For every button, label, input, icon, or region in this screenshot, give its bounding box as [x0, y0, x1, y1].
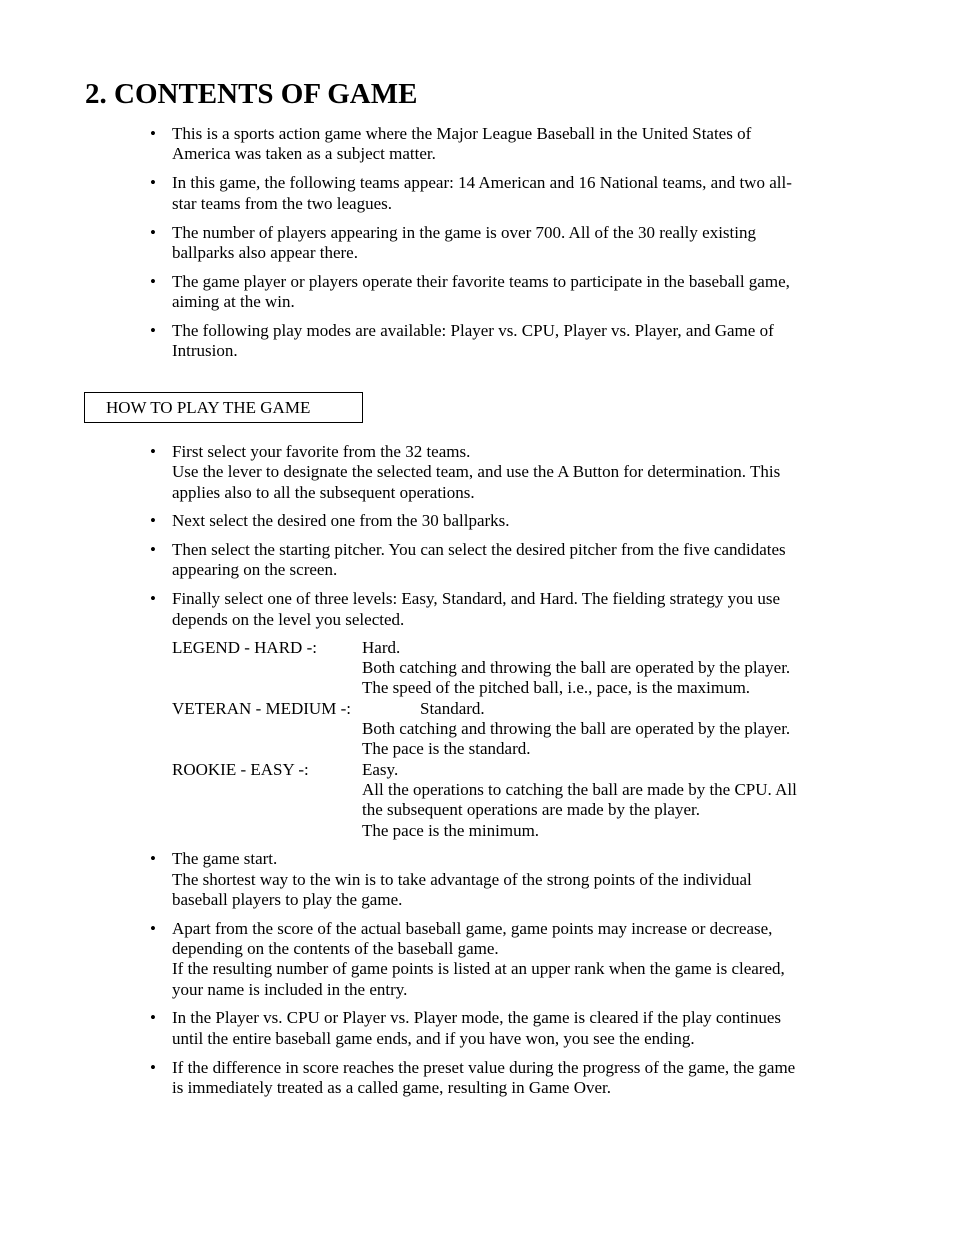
how-to-play-list — [150, 442, 800, 1107]
step-game-points-detail: If the resulting number of game points is listed at an upper rank when the game is cleared, your name is included in the entry. — [172, 959, 785, 999]
level-description: Both catching and throwing the ball are operated by the player. The pace is the standard. — [362, 719, 791, 759]
level-label: LEGEND - HARD -: — [172, 637, 317, 657]
list-item — [150, 1058, 800, 1099]
step-called-game: If the difference in score reaches the preset value during the progress of the game, the game is immediately treated as a called game, resulting in Game Over. — [172, 1057, 796, 1097]
step-clear-condition: In the Player vs. CPU or Player vs. Player mode, the game is cleared if the play continues until the entire baseball game ends, and if you have won, you see the ending. — [172, 1008, 782, 1048]
level-name: Hard. — [362, 637, 401, 657]
intro-text-teams: In this game, the following teams appear: 14 American and 16 National teams, and two all-star teams from the two leagues. — [172, 173, 792, 213]
list-item — [150, 124, 800, 165]
list-item — [150, 321, 800, 362]
bullet-icon: • — [150, 124, 156, 143]
bullet-icon: • — [150, 918, 156, 938]
bullet-icon: • — [150, 1008, 156, 1028]
step-game-start: The game start. — [172, 849, 278, 869]
step-select-team-detail: Use the lever to designate the selected team, and use the A Button for determination. This applies also to all the subsequent operations. — [172, 462, 781, 502]
list-item — [150, 173, 800, 214]
level-row-rookie — [172, 760, 800, 841]
list-item — [150, 919, 800, 1000]
level-row-veteran — [172, 699, 800, 760]
list-item — [150, 223, 800, 264]
bullet-icon: • — [150, 589, 156, 609]
level-name: Standard. — [420, 698, 485, 718]
list-item — [150, 589, 800, 841]
bullet-icon: • — [150, 271, 156, 291]
bullet-icon: • — [150, 321, 156, 341]
bullet-icon: • — [150, 222, 156, 242]
level-description: Both catching and throwing the ball are operated by the player. The speed of the pitched ball, i.e., pace, is the maximum. — [362, 658, 791, 698]
level-description: All the operations to catching the ball are made by the CPU. All the subsequent operations are made by the player. — [362, 779, 797, 820]
level-table — [172, 638, 800, 841]
intro-text-subject: This is a sports action game where the Major League Baseball in the United States of America was taken as a subject matter. — [172, 124, 752, 164]
level-description: The pace is the minimum. — [362, 820, 540, 840]
bullet-icon: • — [150, 540, 156, 560]
step-game-start-detail: The shortest way to the win is to take advantage of the strong points of the individual baseball players to play the game. — [172, 869, 752, 909]
step-select-team: First select your favorite from the 32 teams. — [172, 442, 471, 461]
level-row-legend — [172, 638, 800, 699]
bullet-icon: • — [150, 442, 156, 461]
bullet-icon: • — [150, 173, 156, 193]
intro-text-objective: The game player or players operate their favorite teams to participate in the baseball game, aiming at the win. — [172, 271, 790, 312]
list-item — [150, 442, 800, 503]
list-item — [150, 272, 800, 313]
bullet-icon: • — [150, 849, 156, 869]
step-select-pitcher: Then select the starting pitcher. You can select the desired pitcher from the five candidates appearing on the screen. — [172, 540, 786, 580]
step-select-level: Finally select one of three levels: Easy, Standard, and Hard. The fielding strategy you use depends on the level you selected. — [172, 589, 781, 629]
intro-text-modes: The following play modes are available: Player vs. CPU, Player vs. Player, and Game of Intrusion. — [172, 321, 774, 361]
level-label: VETERAN - MEDIUM -: — [172, 698, 351, 718]
step-select-ballpark: Next select the desired one from the 30 ballparks. — [172, 511, 510, 531]
level-label: ROOKIE - EASY -: — [172, 759, 309, 779]
level-name: Easy. — [362, 759, 399, 779]
bullet-icon: • — [150, 511, 156, 531]
intro-text-players: The number of players appearing in the game is over 700. All of the 30 really existing ballparks also appear there. — [172, 222, 756, 262]
list-item — [150, 540, 800, 581]
list-item — [150, 849, 800, 910]
page-title: 2. CONTENTS OF GAME — [85, 78, 418, 110]
intro-bullet-list — [150, 124, 800, 370]
list-item — [150, 1008, 800, 1049]
step-game-points: Apart from the score of the actual baseball game, game points may increase or decrease, depending on the contents of the baseball game. — [172, 918, 773, 959]
list-item — [150, 511, 800, 531]
section-heading-how-to-play: HOW TO PLAY THE GAME — [84, 392, 363, 423]
bullet-icon: • — [150, 1057, 156, 1077]
